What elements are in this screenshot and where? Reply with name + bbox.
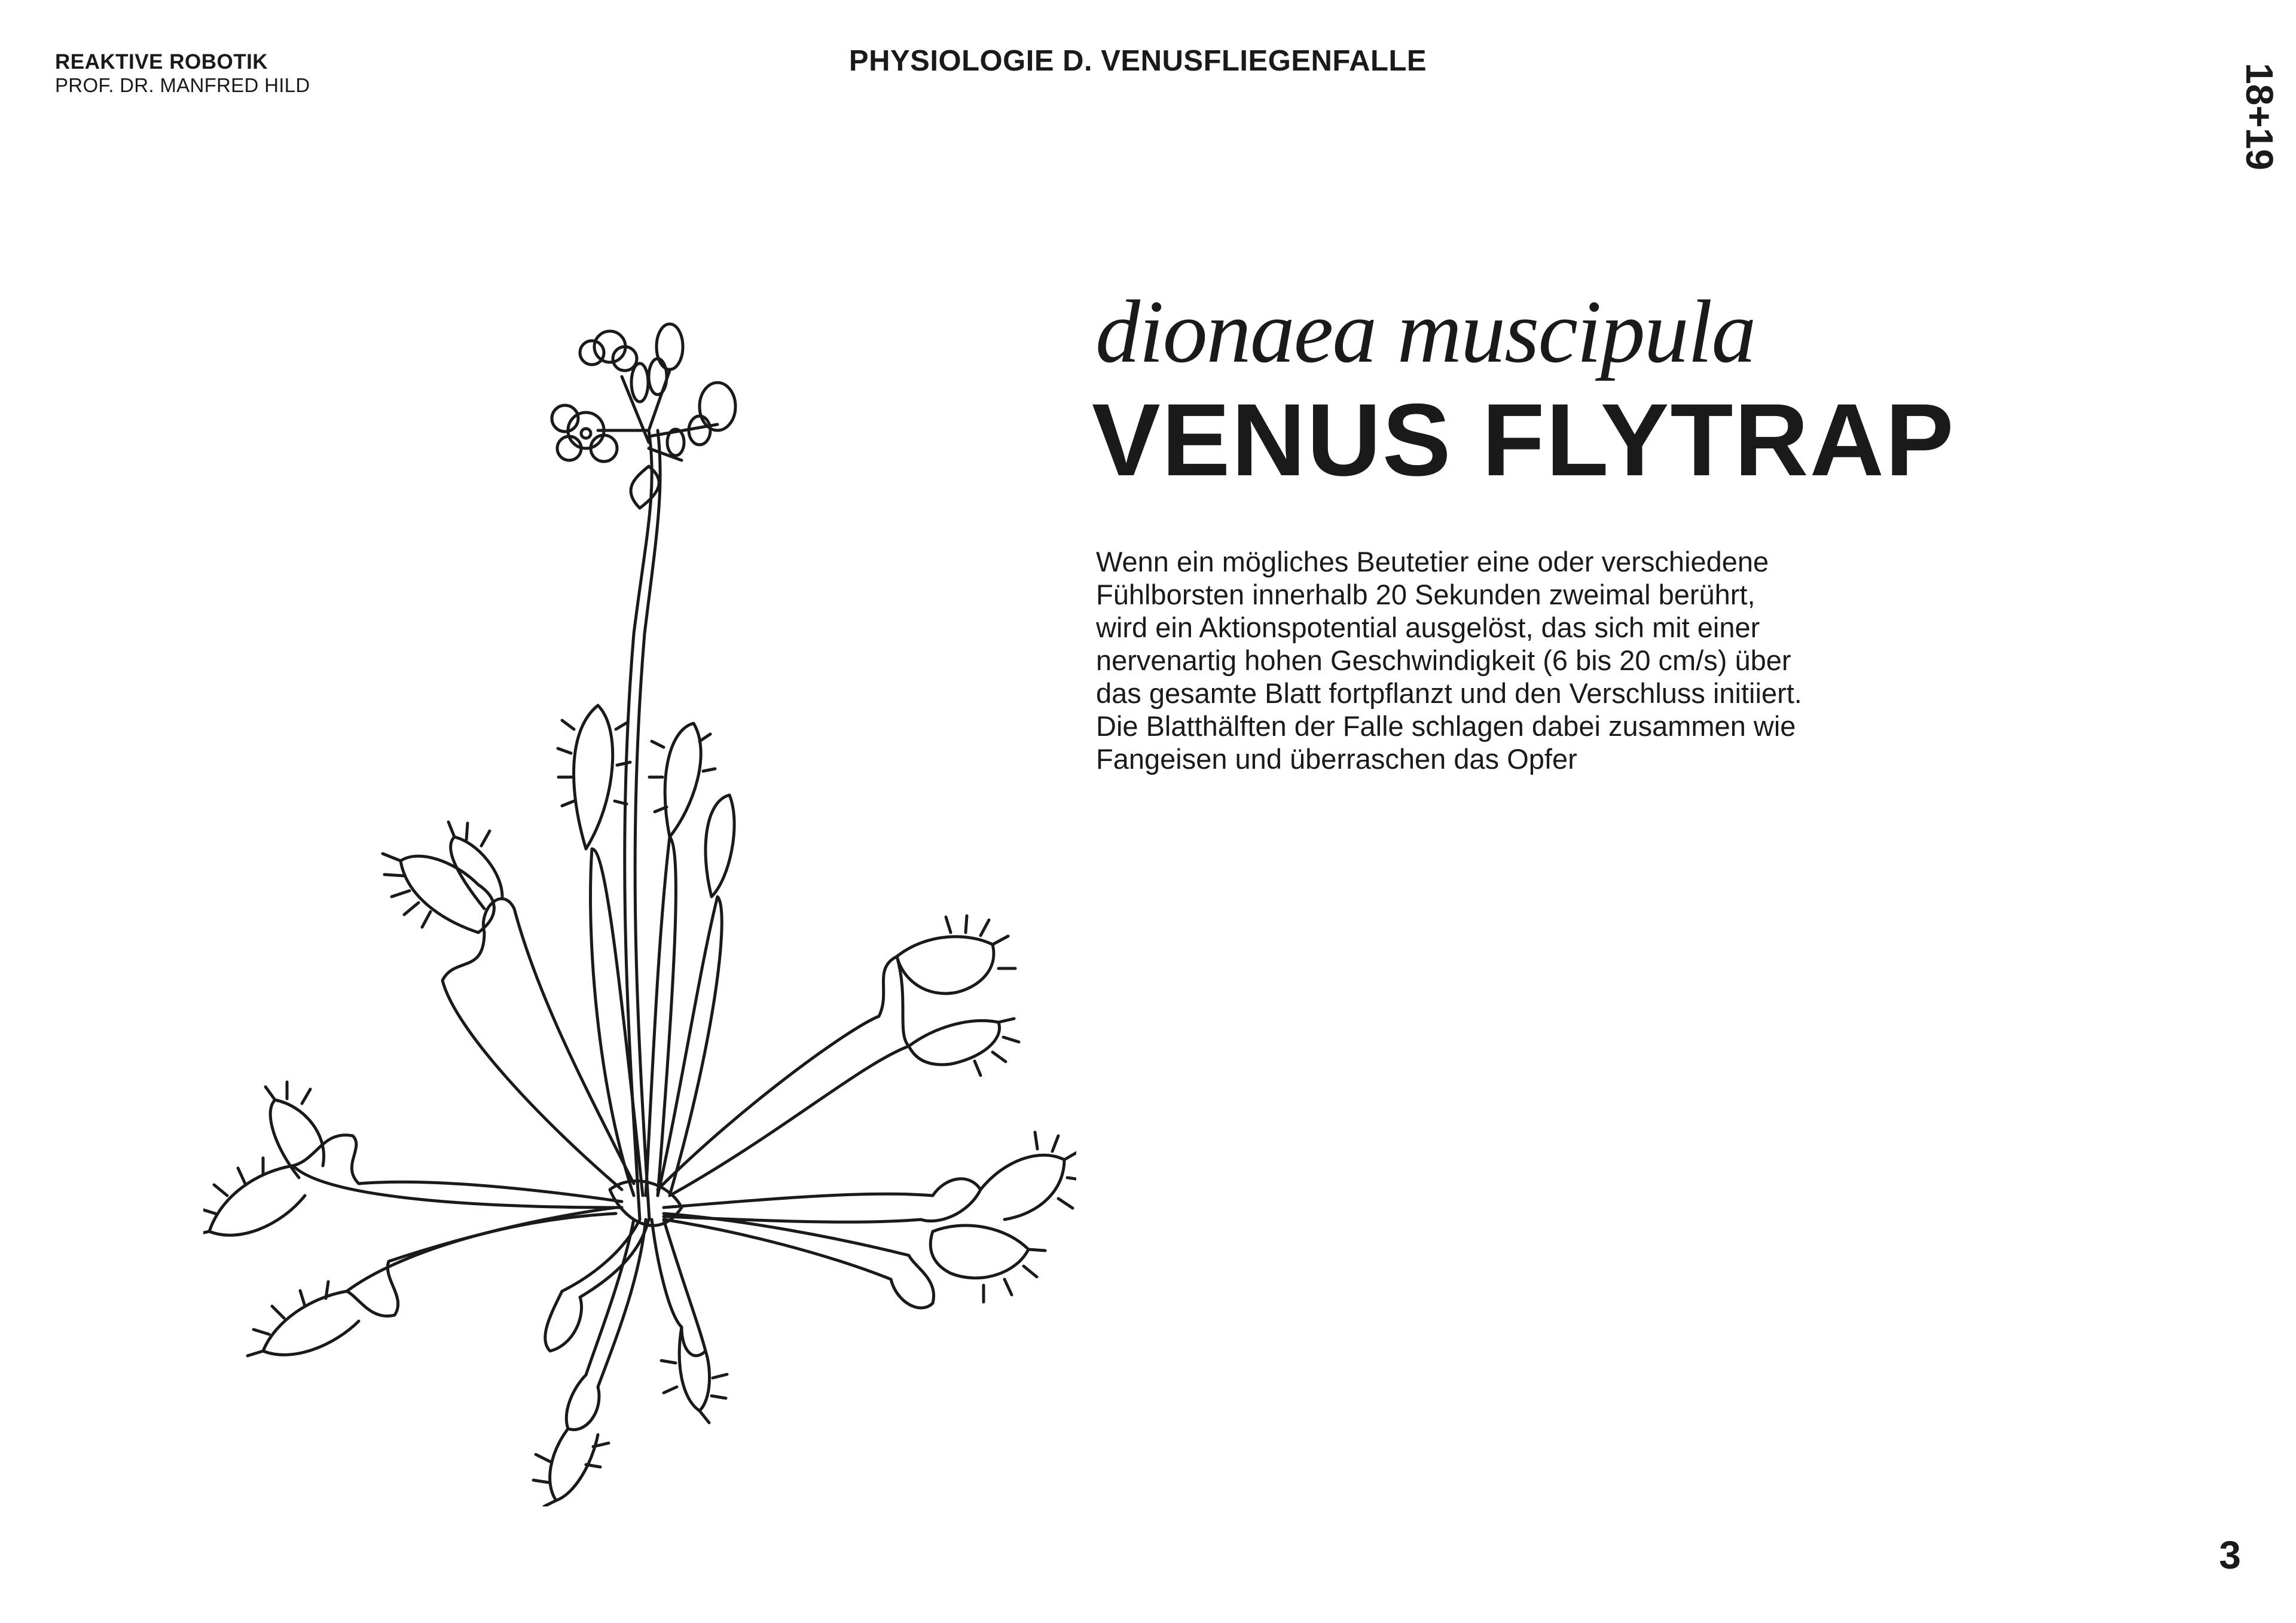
trap [981,1155,1064,1219]
flower-stalk [625,430,652,1219]
trap [897,937,994,994]
trap [270,1100,323,1178]
venus-flytrap-illustration [203,311,1076,1506]
page-number: 3 [2219,1533,2241,1577]
common-name: VENUS FLYTRAP [1092,383,1955,497]
section-title-text: PHYSIOLOGIE D. VENUSFLIEGENFALLE [848,45,1427,77]
org-name: REAKTIVE ROBOTIK [55,50,268,74]
body-line: nervenartig hohen Geschwindigkeit (6 bis 20 cm/s) über [1096,644,1791,676]
leaf [646,837,676,1196]
leaf [652,1219,706,1356]
trap [909,1020,1000,1065]
section-title [0,44,2296,78]
flower-stalk [635,430,660,1219]
trap [451,837,502,909]
leaf [664,1179,981,1222]
leaf [658,956,909,1196]
body-line: Fühlborsten innerhalb 20 Sekunden zweimal berührt, [1096,579,1755,610]
trap [930,1225,1028,1278]
flower-cluster [552,324,735,508]
body-line: Die Blatthälften der Falle schlagen dabei zusammen wie [1096,710,1796,742]
trap [209,1166,305,1235]
body-line: das gesamte Blatt fortpflanzt und den Verschluss initiiert. [1096,677,1802,709]
side-badge [2238,60,2281,173]
trap [263,1291,359,1355]
leaf [442,898,634,1190]
body-line: Fangeisen und überraschen das Opfer [1096,743,1577,775]
body-paragraph [1096,545,1873,775]
trap [665,723,701,837]
leaf [664,1214,934,1308]
author-name: PROF. DR. MANFRED HILD [55,74,310,97]
body-line: wird ein Aktionspotential ausgelöst, das sich mit einer [1096,612,1760,643]
trap [401,856,494,933]
trap [706,795,734,897]
latin-name: dionaea muscipula [1095,282,1755,381]
leaf [347,1208,616,1316]
trap [574,705,613,849]
side-badge-text: 18+19 [2238,63,2281,170]
body-line: Wenn ein mögliches Beutetier eine oder verschiedene [1096,546,1769,577]
